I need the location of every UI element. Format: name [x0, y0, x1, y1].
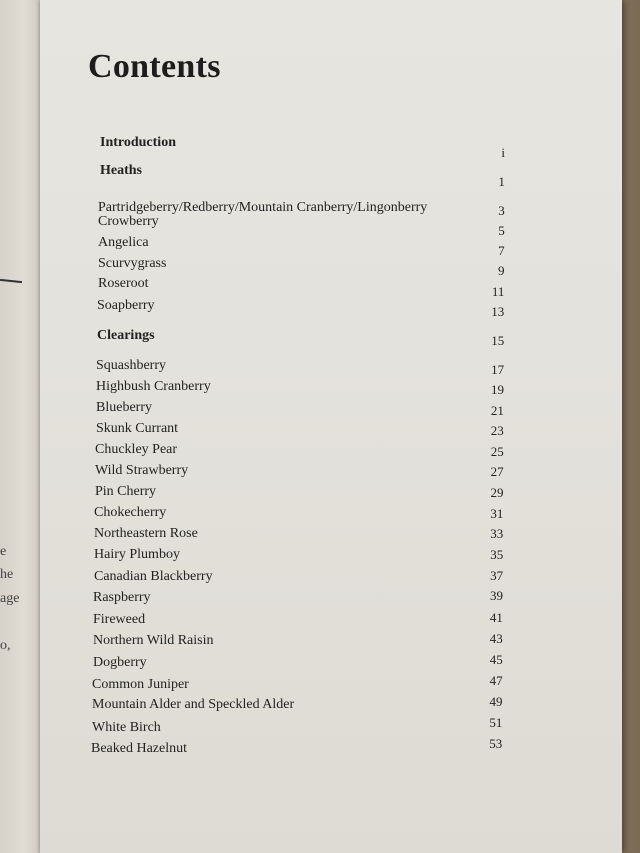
toc-entry-label: Soapberry [97, 298, 155, 313]
toc-section-heading: Introduction [100, 135, 176, 150]
toc-page-number: 29 [490, 485, 504, 500]
toc-page-number: 7 [498, 243, 505, 258]
toc-entry-label: Dogberry [93, 655, 147, 670]
toc-page-number: 15 [491, 333, 505, 348]
toc-page-number: 3 [498, 203, 505, 218]
toc-entry-label: Chuckley Pear [95, 442, 178, 457]
toc-entry-label: Scurvygrass [98, 256, 167, 271]
toc-entry-label: Partridgeberry/Redberry/Mountain Cranberry/Lingonberry [98, 200, 428, 215]
toc-entry-label: Mountain Alder and Speckled Alder [92, 697, 295, 712]
toc-page-number: i [501, 145, 505, 160]
toc-page-number: 11 [491, 284, 505, 299]
toc-entry-label: White Birch [92, 720, 161, 735]
toc-page-number: 35 [490, 547, 504, 562]
toc-page-number: 51 [489, 715, 503, 730]
toc-entry-label: Hairy Plumboy [94, 547, 180, 562]
page-title: Contents [88, 48, 221, 85]
table-of-contents [40, 0, 622, 853]
toc-page-number: 27 [490, 464, 504, 479]
toc-entry-label: Blueberry [96, 400, 152, 415]
left-page-fragment: he [0, 567, 14, 582]
toc-entry-label: Wild Strawberry [95, 463, 189, 478]
toc-entry-label: Squashberry [96, 358, 166, 373]
toc-section-heading: Heaths [100, 163, 142, 178]
toc-entry-label: Chokecherry [94, 505, 167, 520]
toc-entry-label: Canadian Blackberry [94, 569, 213, 584]
left-page-fragment: e [0, 544, 7, 559]
toc-page-number: 49 [489, 694, 503, 709]
toc-page-number: 31 [490, 506, 504, 521]
toc-page-number: 5 [498, 223, 505, 238]
left-page-fragment: age [0, 591, 20, 606]
toc-entry-label: Skunk Currant [96, 421, 179, 436]
toc-page-number: 21 [490, 403, 504, 418]
book-page [40, 0, 622, 853]
toc-entry-label: Pin Cherry [95, 484, 157, 499]
left-page-rule [0, 279, 22, 283]
toc-entry-label: Common Juniper [92, 677, 189, 692]
toc-page-number: 39 [490, 588, 503, 603]
toc-entry-label: Northern Wild Raisin [93, 633, 214, 648]
left-page-edge [0, 0, 40, 853]
left-page-fragment: o, [0, 638, 11, 653]
toc-page-number: 47 [489, 673, 503, 688]
toc-entry-label: Northeastern Rose [94, 526, 198, 541]
toc-page-number: 23 [490, 423, 504, 438]
toc-entry-label: Raspberry [93, 590, 151, 605]
toc-page-number: 41 [489, 610, 503, 625]
toc-entry-label: Fireweed [93, 612, 146, 627]
toc-page-number: 17 [491, 362, 505, 377]
toc-page-number: 1 [498, 174, 505, 189]
toc-entry-label: Beaked Hazelnut [91, 741, 188, 756]
toc-page-number: 45 [489, 652, 503, 667]
toc-page-number: 25 [490, 444, 504, 459]
toc-page-number: 19 [491, 382, 504, 397]
toc-page-number: 33 [490, 526, 504, 541]
toc-entry-label: Crowberry [98, 214, 159, 229]
toc-page-number: 43 [489, 631, 503, 646]
toc-page-number: 9 [498, 263, 505, 278]
toc-page-number: 53 [489, 736, 503, 751]
toc-section-heading: Clearings [97, 328, 155, 343]
toc-entry-label: Roseroot [98, 276, 149, 291]
toc-entry-label: Angelica [98, 235, 149, 250]
toc-entry-label: Highbush Cranberry [96, 379, 211, 394]
toc-page-number: 37 [490, 568, 504, 583]
toc-page-number: 13 [491, 304, 505, 319]
